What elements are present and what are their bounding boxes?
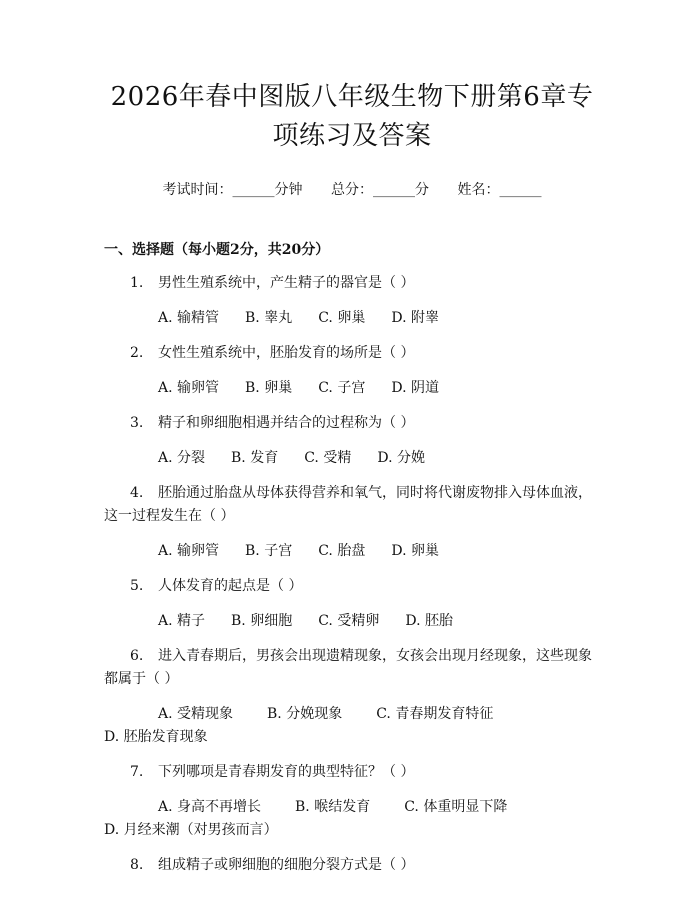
answer-option: C. 受精 <box>304 450 352 466</box>
answer-option: D. 阴道 <box>391 380 439 396</box>
answer-option: A. 身高不再增长 <box>158 799 262 815</box>
answer-option: A. 精子 <box>158 613 206 629</box>
answer-option: D. 卵巢 <box>391 543 439 559</box>
answer-option: C. 卵巢 <box>318 310 366 326</box>
exam-meta <box>104 180 600 200</box>
answer-option: A. 输卵管 <box>158 543 220 559</box>
question-text: 下列哪项是青春期发育的典型特征？（ ） <box>158 764 415 780</box>
answer-option: C. 胎盘 <box>318 543 366 559</box>
question-item <box>104 482 600 528</box>
answer-options <box>104 610 600 633</box>
question-number: 7. <box>130 764 144 780</box>
answer-options <box>104 447 600 470</box>
question-item <box>104 272 600 295</box>
question-item <box>104 761 600 784</box>
section-heading: 一、选择题（每小题2分，共20分） <box>104 242 330 258</box>
answer-option: D. 月经来潮（对男孩而言） <box>104 822 278 838</box>
answer-options <box>104 377 600 400</box>
answer-option: C. 体重明显下降 <box>404 799 508 815</box>
answer-options <box>104 540 600 563</box>
question-number: 4. <box>130 485 144 501</box>
question-list <box>104 272 600 877</box>
answer-option: D. 胚胎发育现象 <box>104 729 208 745</box>
answer-option: A. 输卵管 <box>158 380 220 396</box>
question-item <box>104 575 600 598</box>
answer-option: B. 分娩现象 <box>267 706 343 722</box>
answer-option: A. 分裂 <box>158 450 206 466</box>
answer-options <box>104 796 600 842</box>
answer-options <box>104 307 600 330</box>
question-item <box>104 412 600 435</box>
question-item <box>104 854 600 877</box>
answer-option: D. 附睾 <box>391 310 439 326</box>
answer-option: C. 青春期发育特征 <box>376 706 494 722</box>
answer-option: A. 输精管 <box>158 310 220 326</box>
answer-option: B. 子宫 <box>245 543 293 559</box>
answer-option: B. 卵巢 <box>245 380 293 396</box>
question-text: 胚胎通过胎盘从母体获得营养和氧气，同时将代谢废物排入母体血液，这一过程发生在（ ） <box>104 485 592 524</box>
answer-option: A. 受精现象 <box>158 706 234 722</box>
question-text: 进入青春期后，男孩会出现遗精现象，女孩会出现月经现象，这些现象都属于（ ） <box>104 648 592 687</box>
student-name-label: 姓名：______ <box>457 182 542 198</box>
answer-option: C. 受精卵 <box>318 613 380 629</box>
question-text: 人体发育的起点是（ ） <box>158 578 303 594</box>
answer-option: B. 喉结发育 <box>295 799 371 815</box>
question-text: 精子和卵细胞相遇并结合的过程称为（ ） <box>158 415 415 431</box>
answer-option: B. 卵细胞 <box>231 613 293 629</box>
answer-options <box>104 703 600 749</box>
answer-option: B. 睾丸 <box>245 310 293 326</box>
question-item <box>104 645 600 691</box>
question-number: 2. <box>130 345 144 361</box>
question-text: 组成精子或卵细胞的细胞分裂方式是（ ） <box>158 857 415 873</box>
question-item <box>104 342 600 365</box>
question-number: 1. <box>130 275 144 291</box>
answer-option: C. 子宫 <box>318 380 366 396</box>
answer-option: D. 胚胎 <box>405 613 453 629</box>
question-number: 3. <box>130 415 144 431</box>
question-text: 男性生殖系统中，产生精子的器官是（ ） <box>158 275 415 291</box>
question-number: 8. <box>130 857 144 873</box>
document-title: 2026年春中图版八年级生物下册第6章专项练习及答案 <box>110 82 594 151</box>
exam-time-label: 考试时间：______分钟 <box>162 182 303 198</box>
question-text: 女性生殖系统中，胚胎发育的场所是（ ） <box>158 345 415 361</box>
answer-option: D. 分娩 <box>377 450 425 466</box>
question-number: 6. <box>130 648 144 664</box>
answer-option: B. 发育 <box>231 450 279 466</box>
total-score-label: 总分：______分 <box>331 182 429 198</box>
question-number: 5. <box>130 578 144 594</box>
